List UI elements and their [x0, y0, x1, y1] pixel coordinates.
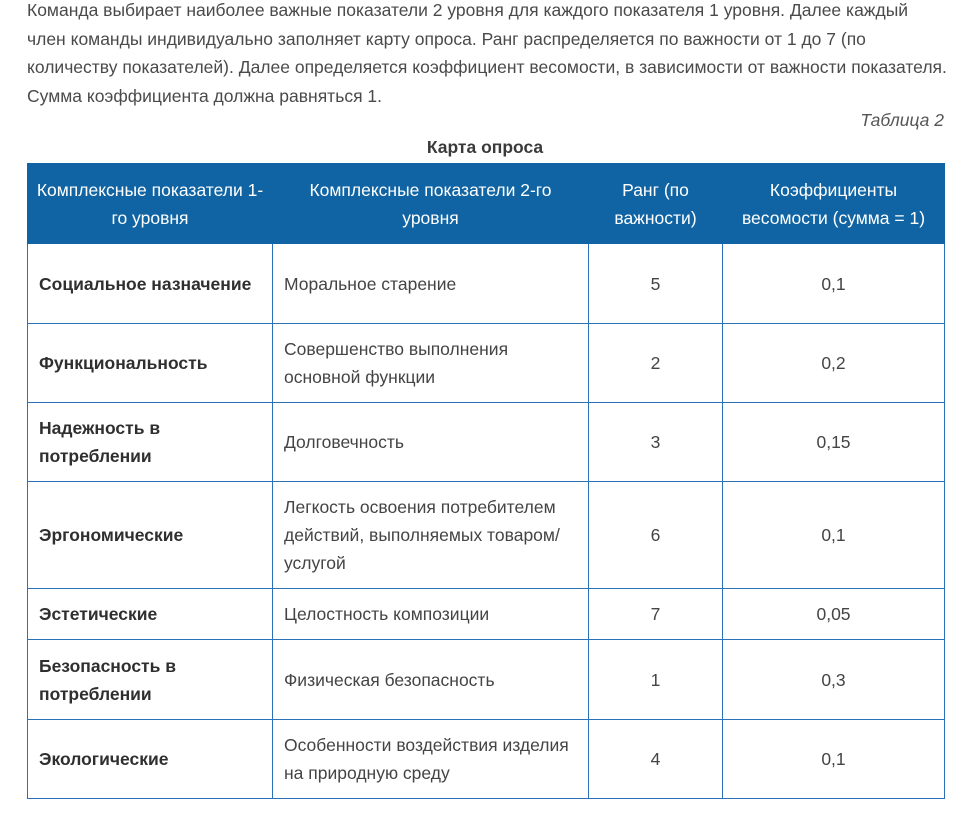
- cell-rank: 4: [589, 720, 723, 799]
- cell-level2: Совершенство выполнения основной функции: [273, 324, 589, 403]
- table-number: Таблица 2: [860, 110, 944, 130]
- cell-weight: 0,05: [723, 589, 945, 640]
- survey-table: [27, 163, 945, 799]
- cell-weight: 0,1: [723, 482, 945, 589]
- cell-rank: 7: [589, 589, 723, 640]
- header-level2: Комплексные показатели 2-го уровня: [273, 164, 589, 244]
- cell-rank: 2: [589, 324, 723, 403]
- table-caption: Карта опроса: [426, 137, 544, 157]
- table-row: [28, 720, 945, 799]
- cell-level2: Особенности воздействия изделия на природную среду: [273, 720, 589, 799]
- table-row: [28, 640, 945, 720]
- cell-rank: 6: [589, 482, 723, 589]
- cell-level2: Целостность композиции: [273, 589, 589, 640]
- header-rank: Ранг (по важности): [589, 164, 723, 244]
- table-row: [28, 244, 945, 324]
- header-weight: Коэффициенты весомости (сумма = 1): [723, 164, 945, 244]
- table-row: [28, 482, 945, 589]
- cell-rank: 5: [589, 244, 723, 324]
- cell-level2: Физическая безопасность: [273, 640, 589, 720]
- cell-weight: 0,15: [723, 403, 945, 482]
- cell-weight: 0,3: [723, 640, 945, 720]
- cell-level1: Эстетические: [28, 589, 273, 640]
- cell-weight: 0,1: [723, 720, 945, 799]
- cell-level1: Функциональность: [28, 324, 273, 403]
- table-row: [28, 324, 945, 403]
- cell-rank: 1: [589, 640, 723, 720]
- cell-level2: Долговечность: [273, 403, 589, 482]
- intro-paragraph: Команда выбирает наиболее важные показатели 2 уровня для каждого показателя 1 уровня. Далее каждый член команды индивидуально заполняет карту опроса. Ранг распределяется по важности от 1 до 7 (по количеству показателей). Далее определяется коэффициент весомости, в зависимости от важности показателя. Сумма коэффициента должна равняться 1.: [27, 0, 947, 106]
- cell-weight: 0,2: [723, 324, 945, 403]
- cell-level1: Экологические: [28, 720, 273, 799]
- cell-level1: Надежность в потреблении: [28, 403, 273, 482]
- cell-level1: Эргономические: [28, 482, 273, 589]
- cell-weight: 0,1: [723, 244, 945, 324]
- table-row: [28, 589, 945, 640]
- table-row: [28, 403, 945, 482]
- cell-level2: Легкость освоения потребителем действий, выполняемых товаром/услугой: [273, 482, 589, 589]
- table-header-row: [28, 164, 945, 244]
- header-level1: Комплексные показатели 1-го уровня: [28, 164, 273, 244]
- cell-rank: 3: [589, 403, 723, 482]
- cell-level1: Безопасность в потреблении: [28, 640, 273, 720]
- cell-level2: Моральное старение: [273, 244, 589, 324]
- cell-level1: Социальное назначение: [28, 244, 273, 324]
